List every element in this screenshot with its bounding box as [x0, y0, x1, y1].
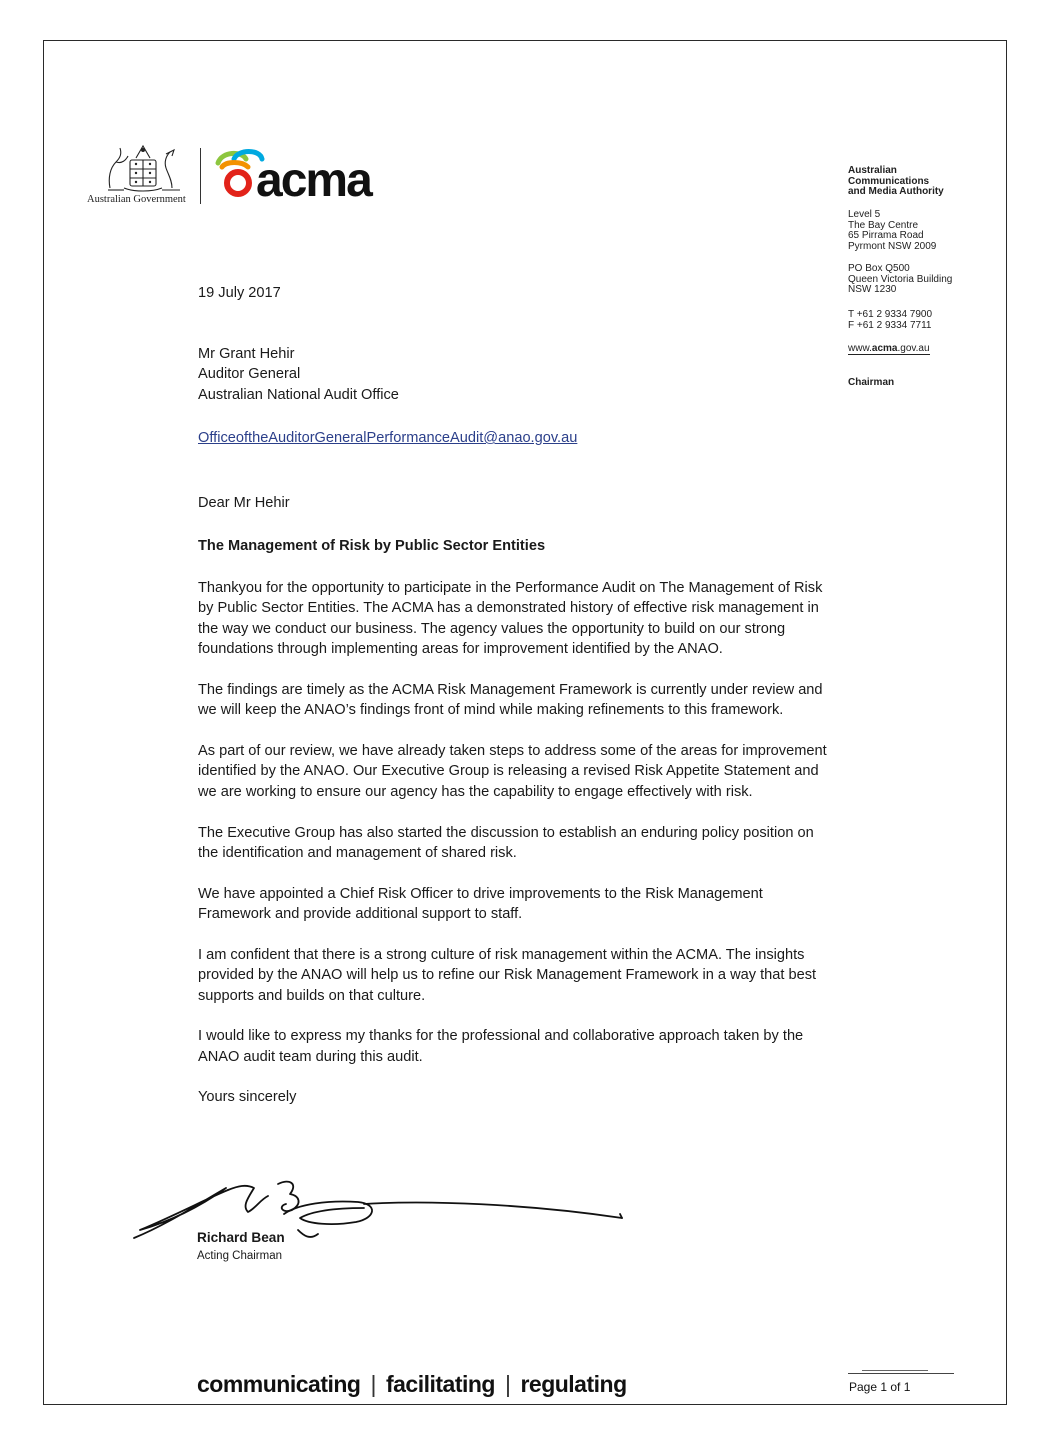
body-paragraph: I would like to express my thanks for the professional and collaborative approach taken by the ANAO audit team during this audit. — [198, 1028, 804, 1065]
address-po-box — [848, 264, 952, 296]
recipient-email-link[interactable]: OfficeoftheAuditorGeneralPerformanceAudit@anao.gov.au — [198, 430, 578, 446]
body-paragraph: The Executive Group has also started the discussion to establish an enduring policy position on the identification and management of shared risk. — [198, 824, 814, 861]
body-paragraph: The findings are timely as the ACMA Risk Management Framework is currently under review and we will keep the ANAO’s findings front of mind while making refinements to this framework. — [198, 681, 823, 719]
web-prefix: www. — [848, 343, 872, 354]
body-paragraph: Thankyou for the opportunity to participate in the Performance Audit on The Management of Risk by Public Sector Entities. The ACMA has a demonstrated history of effective risk management in the way we conduct our business. The agency values the opportunity to build on our strong foundations through implementing areas for improvement identified by the ANAO. — [198, 580, 823, 658]
coat-of-arms-icon — [100, 142, 186, 194]
page-rule — [848, 1373, 954, 1374]
website-link[interactable] — [848, 344, 930, 355]
address-line: and Media Authority — [848, 186, 944, 198]
closing: Yours sincerely — [198, 1089, 297, 1106]
web-brand: acma — [871, 343, 898, 354]
address-line: Communications — [848, 175, 930, 187]
address-phone-fax — [848, 310, 932, 331]
address-line: 65 Pirrama Road — [848, 230, 924, 242]
logo-divider — [200, 148, 201, 204]
letter-date: 19 July 2017 — [198, 285, 281, 301]
address-line: Australian — [848, 165, 897, 176]
address-organisation — [848, 166, 944, 198]
page-number: Page 1 of 1 — [849, 1380, 911, 1394]
sender-role: Chairman — [848, 377, 895, 388]
address-line: The Bay Centre — [848, 219, 919, 231]
address-line: NSW 1230 — [848, 284, 897, 296]
recipient-organisation: Australian National Audit Office — [198, 386, 399, 403]
phone-number: T +61 2 9334 7900 — [848, 309, 933, 320]
recipient-name: Mr Grant Hehir — [198, 346, 295, 362]
address-line: Level 5 — [848, 209, 881, 220]
fax-number: F +61 2 9334 7711 — [848, 319, 932, 331]
tagline-word: communicating — [197, 1371, 361, 1397]
address-line: PO Box Q500 — [848, 263, 910, 274]
signatory-name: Richard Bean — [197, 1230, 285, 1245]
page-rule-top — [862, 1370, 928, 1371]
signatory-title: Acting Chairman — [197, 1250, 283, 1262]
acma-wordmark: acma — [256, 154, 371, 207]
address-street — [848, 210, 936, 252]
tagline-word: regulating — [520, 1371, 627, 1397]
web-suffix: .gov.au — [897, 343, 930, 354]
tagline-word: facilitating — [385, 1371, 495, 1397]
body-paragraph: I am confident that there is a strong culture of risk management within the ACMA. The insights provided by the ANAO will help us to refine our Risk Management Framework in a way that best supports and builds on that culture. — [198, 946, 817, 1004]
recipient-block — [198, 344, 838, 405]
letter-subject: The Management of Risk by Public Sector Entities — [198, 538, 546, 554]
address-line: Pyrmont NSW 2009 — [848, 240, 937, 252]
footer-tagline — [197, 1371, 627, 1398]
salutation: Dear Mr Hehir — [198, 495, 290, 511]
body-paragraph: As part of our review, we have already taken steps to address some of the areas for improvement identified by the ANAO. Our Executive Group is releasing a revised Risk Appetite Statement and we are working to ensure our agency has the capability to engage effectively with risk. — [198, 743, 827, 800]
address-line: Queen Victoria Building — [848, 273, 953, 285]
tagline-separator: | — [370, 1371, 376, 1397]
body-paragraph: We have appointed a Chief Risk Officer to drive improvements to the Risk Management Framework and provide additional support to staff. — [198, 885, 763, 923]
recipient-title: Auditor General — [198, 366, 301, 383]
government-name: Australian Government — [87, 194, 186, 205]
letter-body — [198, 578, 830, 1128]
tagline-separator: | — [504, 1371, 511, 1397]
